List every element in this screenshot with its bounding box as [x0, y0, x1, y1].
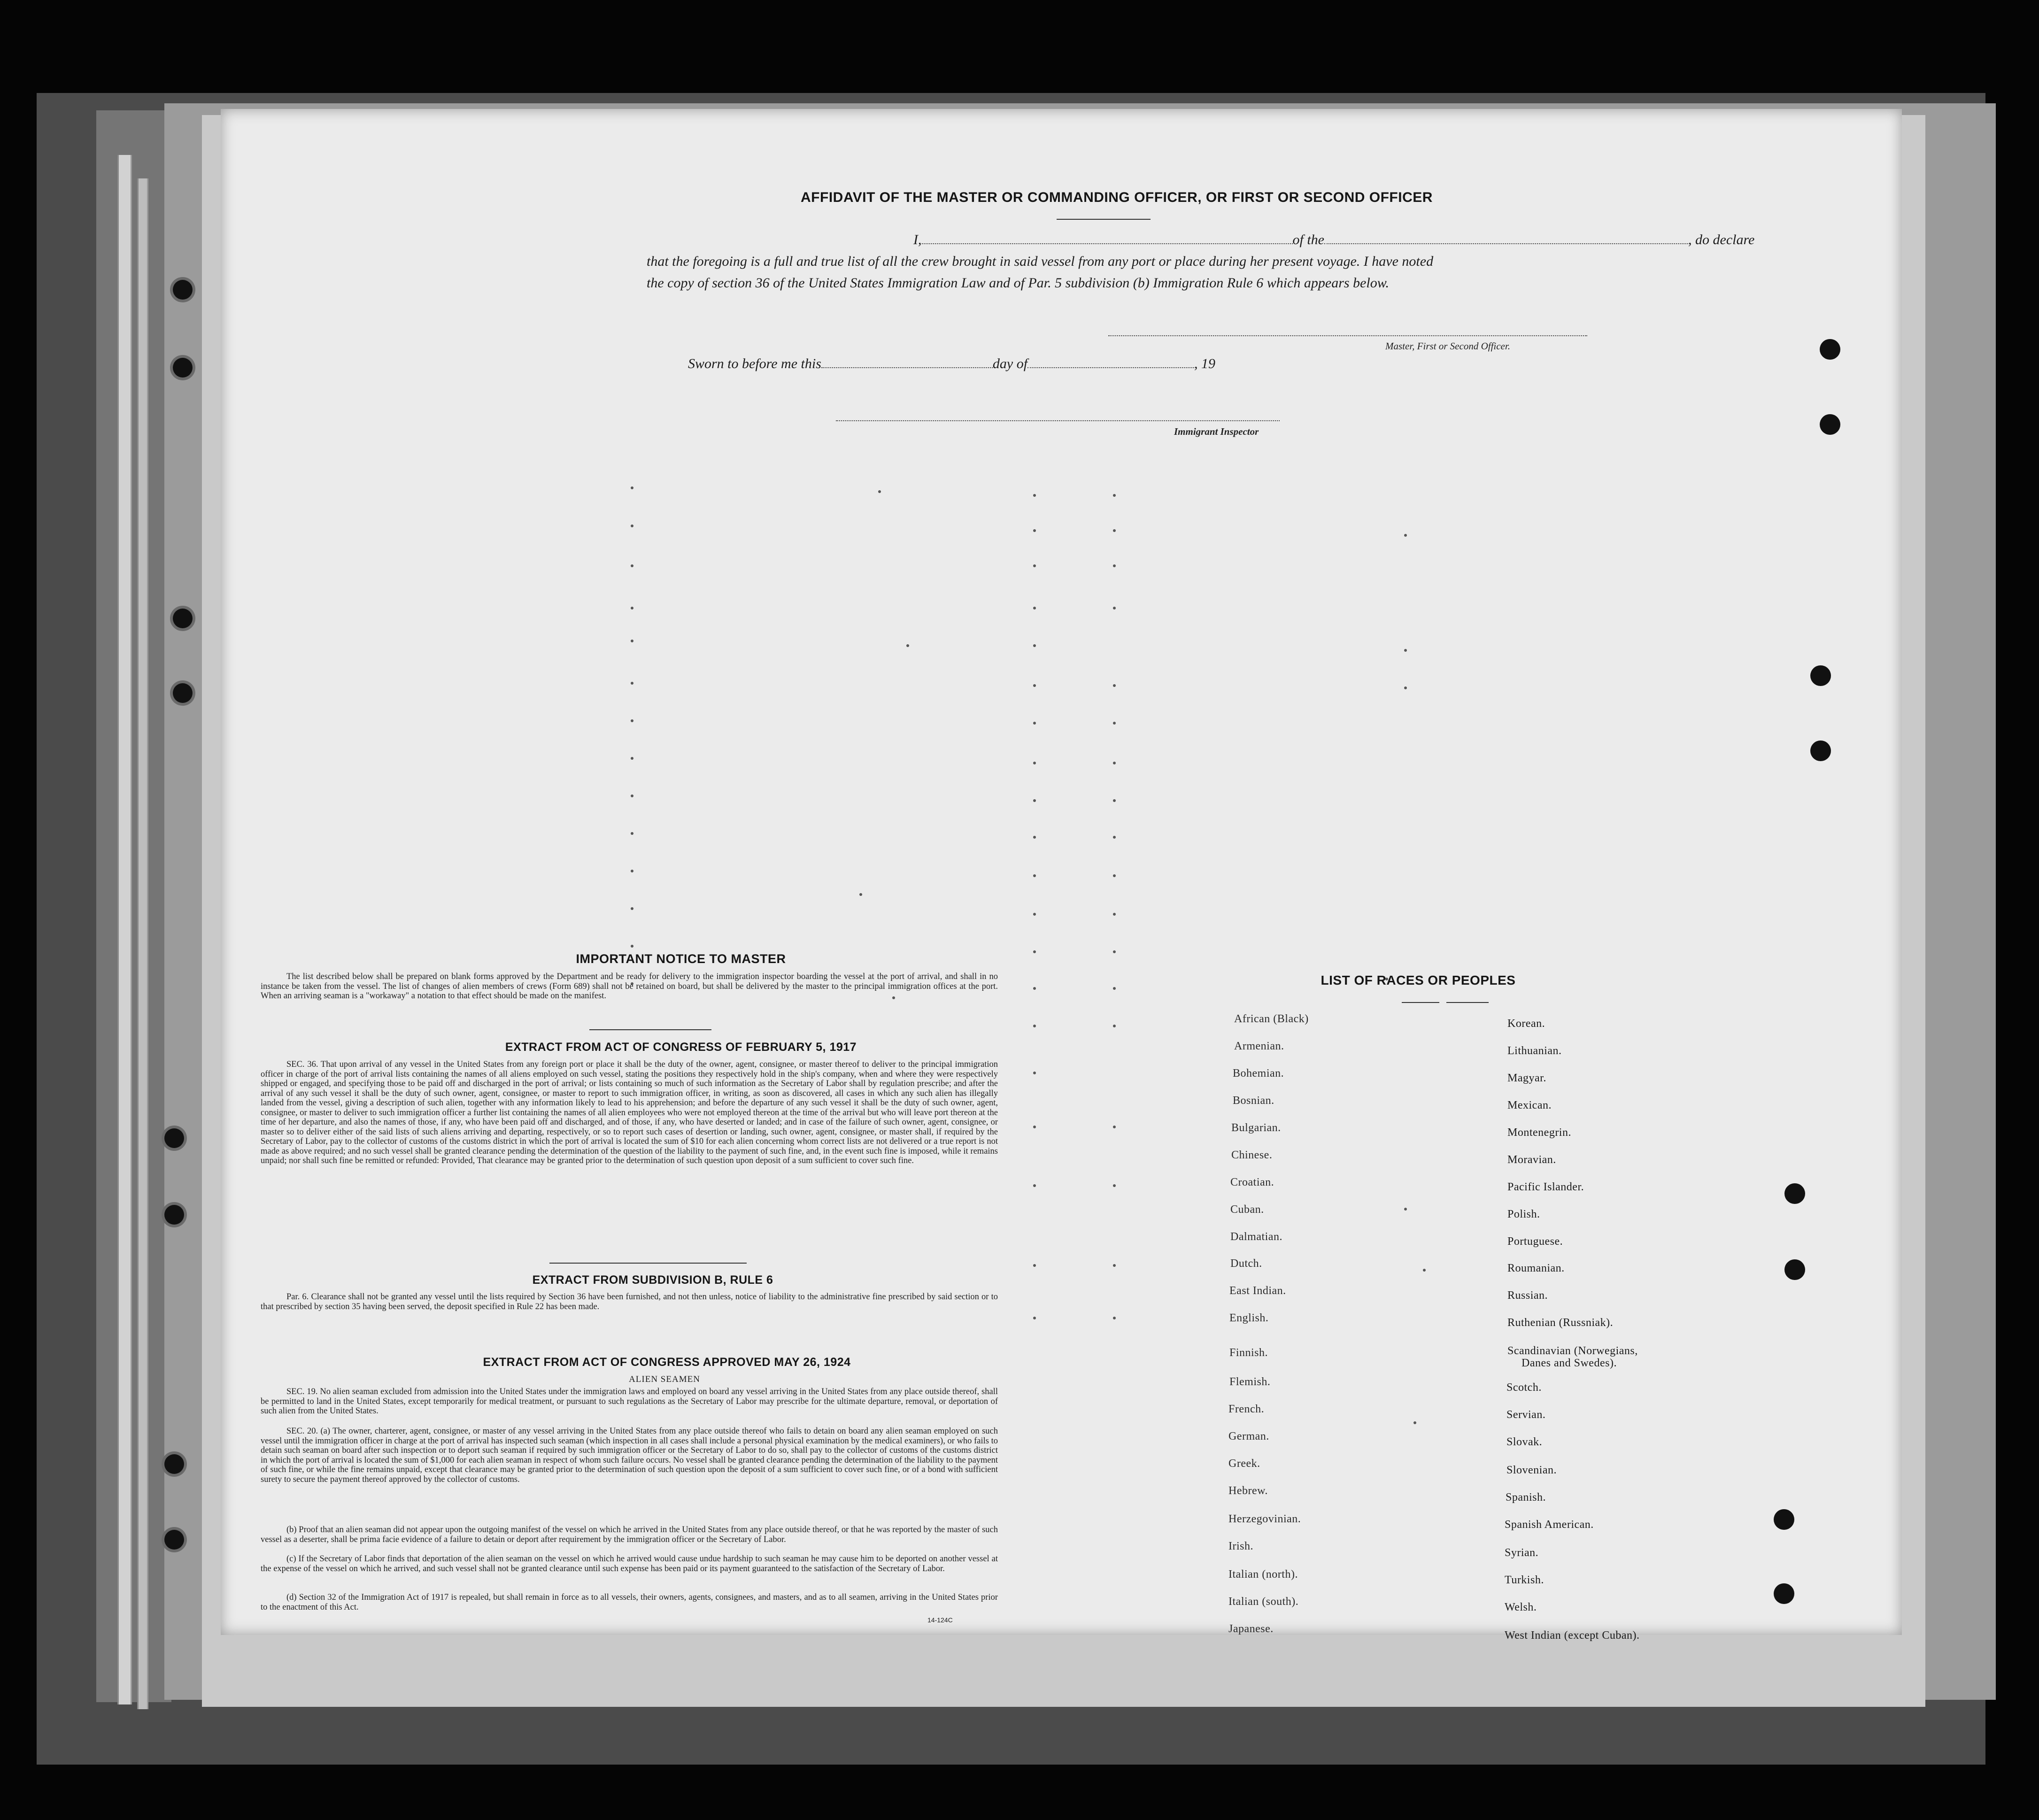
speck [631, 832, 633, 835]
extract-1924-heading: EXTRACT FROM ACT OF CONGRESS APPROVED MAY 26, 1924 [483, 1356, 851, 1369]
speck [1033, 644, 1036, 647]
speck [631, 640, 633, 642]
affidavit-line2: that the foregoing is a full and true list of all the crew brought in said vessel from any port or place during her present voyage. I have noted [647, 254, 1434, 269]
race-left: Greek. [1228, 1458, 1260, 1470]
speck [631, 682, 633, 685]
sworn-day: day of [992, 356, 1028, 371]
speck [1113, 913, 1116, 916]
speck [1113, 950, 1116, 953]
affidavit-heading: AFFIDAVIT OF THE MASTER OR COMMANDING OFFICER, OR FIRST OR SECOND OFFICER [801, 190, 1433, 205]
speck [1113, 1126, 1116, 1128]
speck [1404, 534, 1407, 537]
speck [1033, 762, 1036, 764]
race-left: Bosnian. [1233, 1095, 1274, 1107]
race-right: Slovenian. [1506, 1464, 1557, 1476]
speck [1113, 722, 1116, 725]
speck [878, 490, 881, 493]
speck [1033, 607, 1036, 609]
race-left: Armenian. [1234, 1040, 1284, 1052]
race-left: Japanese. [1228, 1623, 1274, 1635]
notice-heading: IMPORTANT NOTICE TO MASTER [576, 952, 786, 966]
sec20c-body: (c) If the Secretary of Labor finds that deportation of the alien seaman on the vessel on which he arrived would cause undue hardship to such seaman he may cause him to be deported on another vessel at the expense of the vessel on which he arrived, and such vessel shall not be granted clearance until such expense has been paid or its payment guaranteed to the satisfaction of the Secretary of Labor. [261, 1554, 998, 1573]
speck [1113, 607, 1116, 609]
speck [1113, 987, 1116, 990]
speck [1033, 950, 1036, 953]
binder-hole [164, 1530, 184, 1550]
sworn-text: Sworn to before me this [688, 356, 821, 371]
punch-hole [1820, 414, 1840, 435]
binder-strip-inner [137, 178, 148, 1709]
speck [1404, 649, 1407, 652]
speck [1033, 564, 1036, 567]
affidavit-line3: the copy of section 36 of the United States Immigration Law and of Par. 5 subdivision (b) Immigration Rule 6 which appears below. [647, 275, 1389, 291]
race-right: Lithuanian. [1507, 1045, 1562, 1057]
race-right: Slovak. [1506, 1436, 1543, 1448]
race-left: Italian (south). [1228, 1596, 1299, 1608]
race-right: Danes and Swedes). [1522, 1357, 1617, 1369]
race-left: Chinese. [1231, 1149, 1273, 1161]
speck [1033, 1317, 1036, 1319]
speck [1113, 836, 1116, 839]
extract-rule6-heading: EXTRACT FROM SUBDIVISION B, RULE 6 [532, 1273, 773, 1287]
race-right: Portuguese. [1507, 1235, 1563, 1248]
speck [1113, 799, 1116, 802]
punch-hole [1774, 1583, 1794, 1604]
speck [1113, 1184, 1116, 1187]
sworn-year: , 19 [1194, 356, 1216, 371]
race-left: French. [1228, 1403, 1265, 1415]
form-number: 14-124C [927, 1616, 953, 1624]
race-right: Turkish. [1505, 1574, 1544, 1586]
binder-spine [96, 110, 171, 1702]
races-heading: LIST OF RACES OR PEOPLES [1321, 973, 1516, 987]
binder-hole [164, 1128, 184, 1148]
sec19-body: SEC. 19. No alien seaman excluded from admission into the United States under the immigration laws and employed on board any vessel arriving in the United States from any place outside thereof, shall be permitted to land in the United States, except temporarily for medical treatment, or pursuant to such regulations as the Secretary of Labor may prescribe for the ultimate departure, removal, or deportation of such alien from the United States. [261, 1387, 998, 1416]
race-left: Herzegovinian. [1228, 1513, 1301, 1525]
sworn-month-field[interactable] [1027, 367, 1194, 368]
race-left: Flemish. [1229, 1376, 1271, 1388]
alien-seamen-subheading: ALIEN SEAMEN [629, 1374, 700, 1384]
race-right: West Indian (except Cuban). [1505, 1629, 1640, 1642]
race-left: East Indian. [1229, 1285, 1286, 1297]
race-left: Dutch. [1230, 1257, 1262, 1270]
affidavit-of-the: of the [1292, 232, 1324, 247]
race-right: Montenegrin. [1507, 1126, 1571, 1139]
speck [1113, 1025, 1116, 1027]
speck [1033, 494, 1036, 497]
speck [631, 564, 633, 567]
race-right: Scandinavian (Norwegians, [1507, 1345, 1638, 1357]
section-rule [589, 1029, 711, 1030]
speck [1113, 1264, 1116, 1267]
inspector-label: Immigrant Inspector [1174, 426, 1259, 437]
race-left: Irish. [1228, 1540, 1253, 1552]
speck [1404, 1208, 1407, 1211]
speck [1033, 529, 1036, 532]
speck [1033, 987, 1036, 990]
sworn-line [688, 353, 1215, 375]
speck [1033, 836, 1036, 839]
speck [631, 486, 633, 489]
speck [1033, 799, 1036, 802]
speck [1113, 529, 1116, 532]
speck [1113, 874, 1116, 877]
speck [631, 945, 633, 948]
race-left: Finnish. [1229, 1347, 1268, 1359]
speck [631, 907, 633, 910]
race-right: Korean. [1507, 1018, 1545, 1030]
binder-hole [173, 609, 193, 628]
race-left: Croatian. [1230, 1176, 1274, 1188]
speck [631, 794, 633, 797]
sworn-date-field[interactable] [821, 367, 993, 368]
race-right: Syrian. [1505, 1547, 1539, 1559]
binder-hole [173, 683, 193, 703]
speck [1033, 722, 1036, 725]
sec20a-body: SEC. 20. (a) The owner, charterer, agent, consignee, or master of any vessel arriving in the United States from any place outside thereof who fails to detain on board any alien seaman employed on such vessel until the immigration officer in charge at the port of arrival has inspected such seaman (which inspection in all cases shall include a personal physical examination by the medical examiners), or who fails to detain such seaman on board after such inspection or to deport such seaman if required by such immigration officer or the Secretary of Labor to do so, shall pay to the collector of customs of the customs district in which the port of arrival is located the sum of $1,000 for each alien seaman in respect of whom such failure occurs. No vessel shall be granted clearance pending the determination of the liability to the payment of such fine, or while the fine remains unpaid, except that clearance may be granted prior to the determination of such question upon the deposit of a sum sufficient to cover such fine, or of a bond with sufficient surety to secure the payment thereof approved by the collector of customs. [261, 1427, 998, 1484]
master-signature-line[interactable] [1108, 335, 1587, 336]
affidavit-i: I, [913, 232, 922, 247]
speck [1033, 1126, 1036, 1128]
affidavit-line1 [693, 229, 1755, 251]
speck [1423, 1269, 1426, 1272]
races-rule [1402, 1002, 1439, 1003]
speck [906, 644, 909, 647]
race-right: Russian. [1507, 1289, 1548, 1302]
race-right: Roumanian. [1507, 1262, 1565, 1274]
speck [1033, 1072, 1036, 1074]
vessel-field[interactable] [1324, 243, 1688, 244]
extract-rule6-body: Par. 6. Clearance shall not be granted any vessel until the lists required by Section 36 have been furnished, and not then unless, notice of liability to the administrative fine prescribed by said section or to that prescribed by section 35 having been served, the deposit specified in Rule 22 has been made. [261, 1292, 998, 1311]
race-left: Bohemian. [1233, 1067, 1284, 1080]
speck [1033, 874, 1036, 877]
race-right: Welsh. [1505, 1601, 1537, 1613]
binder-hole [164, 1205, 184, 1225]
sec20b-body: (b) Proof that an alien seaman did not appear upon the outgoing manifest of the vessel on which he arrived in the United States from any place outside thereof, or that he was reported by the master of such vessel as a deserter, shall be prima facie evidence of a failure to detain or deport after requirement by the immigration officer or the Secretary of Labor. [261, 1525, 998, 1544]
speck [1033, 913, 1036, 916]
speck [631, 757, 633, 760]
speck [1113, 564, 1116, 567]
race-right: Scotch. [1506, 1381, 1542, 1394]
race-left: German. [1228, 1430, 1269, 1442]
speck [1033, 1264, 1036, 1267]
race-right: Mexican. [1507, 1099, 1552, 1111]
punch-hole [1774, 1509, 1794, 1530]
form-sheet [221, 109, 1902, 1642]
speck [1113, 762, 1116, 764]
race-right: Moravian. [1507, 1154, 1556, 1166]
sec20d-body: (d) Section 32 of the Immigration Act of 1917 is repealed, but shall remain in force as to all vessels, their owners, agents, consignees, and masters, and as to all seamen, arriving in the United States prior to the enactment of this Act. [261, 1593, 998, 1612]
speck [631, 607, 633, 609]
race-right: Magyar. [1507, 1072, 1546, 1084]
inspector-signature-line[interactable] [836, 420, 1280, 421]
speck [631, 524, 633, 527]
race-left: Italian (north). [1228, 1568, 1298, 1581]
race-right: Servian. [1506, 1409, 1546, 1421]
punch-hole [1784, 1259, 1805, 1280]
race-left: Dalmatian. [1230, 1231, 1282, 1243]
binder-hole [173, 280, 193, 300]
punch-hole [1810, 740, 1831, 761]
punch-hole [1820, 339, 1840, 360]
extract-1917-body: SEC. 36. That upon arrival of any vessel in the United States from any foreign port or place it shall be the duty of the owner, agent, consignee, or master thereof to deliver to the principal immigration officer in charge of the port of arrival lists containing the names of all aliens employed on such vessel, stating the positions they respectively hold in the ship's company, when and where they were respectively shipped or engaged, and specifying those to be paid off and discharged in the port of arrival; or lists containing so much of such information as the Secretary of Labor shall by regulation prescribe; and after the arrival of any such vessel it shall be the duty of such owner, agent, consignee, or master to report to such immigration officer, in writing, as soon as discovered, all cases in which any such alien has illegally landed from the vessel, giving a description of such alien, together with any information likely to lead to his apprehension; and before the departure of any such vessel it shall be the duty of such owner, agent, consignee, or master to deliver to such immigration officer a further list containing the names of all alien employees who were not employed thereon at the time of the arrival but who will leave port thereon at the time of her departure, and also the names of those, if any, who have been paid off and discharged, and of those, if any, who have deserted or landed; and in case of the failure of such owner, agent, consignee, or master so to deliver either of the said lists of such aliens arriving and departing, respectively, or so to report such cases of desertion or landing, such owner, agent, consignee, or master shall, if required by the Secretary of Labor, pay to the collector of customs of the customs district in which the port of arrival is located the sum of $10 for each alien concerning whom correct lists are not delivered or a true report is not made as above required; and no such vessel shall be granted clearance pending the determination of the question of the liability to the payment of such fine, and, in the event such fine is imposed, while it remains unpaid; nor shall such fine be remitted or refunded: Provided, That clearance may be granted prior to the determination of such question upon deposit of a sum sufficient to cover such fine. [261, 1060, 998, 1165]
punch-hole [1784, 1183, 1805, 1204]
binder-strip [117, 155, 132, 1704]
races-rule [1446, 1002, 1489, 1003]
speck [631, 719, 633, 722]
affidavit-declare: , do declare [1688, 232, 1755, 247]
speck [1404, 686, 1407, 689]
speck [1113, 1317, 1116, 1319]
race-right: Ruthenian (Russniak). [1507, 1317, 1614, 1329]
race-left: Bulgarian. [1231, 1122, 1281, 1134]
name-field[interactable] [922, 243, 1293, 244]
race-left: English. [1229, 1312, 1269, 1324]
speck [1033, 684, 1036, 687]
race-left: African (Black) [1234, 1013, 1309, 1025]
race-left: Cuban. [1230, 1203, 1264, 1216]
speck [1113, 494, 1116, 497]
binder-hole [173, 358, 193, 378]
speck [1413, 1421, 1416, 1424]
race-right: Pacific Islander. [1507, 1181, 1584, 1193]
binder-hole [164, 1454, 184, 1474]
race-right: Polish. [1507, 1208, 1540, 1220]
speck [631, 870, 633, 872]
speck [1033, 1184, 1036, 1187]
extract-1917-heading: EXTRACT FROM ACT OF CONGRESS OF FEBRUARY 5, 1917 [505, 1041, 857, 1054]
speck [859, 893, 862, 896]
heading-rule [1057, 219, 1151, 220]
race-left: Hebrew. [1228, 1485, 1268, 1497]
punch-hole [1810, 665, 1831, 686]
race-right: Spanish American. [1505, 1519, 1594, 1531]
section-rule [549, 1263, 747, 1264]
notice-body: The list described below shall be prepared on blank forms approved by the Department and be ready for delivery to the immigration inspector boarding the vessel at the port of arrival, and shall in no instance be taken from the vessel. The list of changes of alien members of crews (Form 689) shall not be retained on board, but shall be delivered by the master to the principal immigration offices at the port. When an arriving seaman is a "workaway" a notation to that effect should be made on the manifest. [261, 972, 998, 1001]
race-right: Spanish. [1506, 1491, 1546, 1504]
speck [1113, 684, 1116, 687]
master-label: Master, First or Second Officer. [1385, 340, 1510, 352]
speck [1033, 1025, 1036, 1027]
